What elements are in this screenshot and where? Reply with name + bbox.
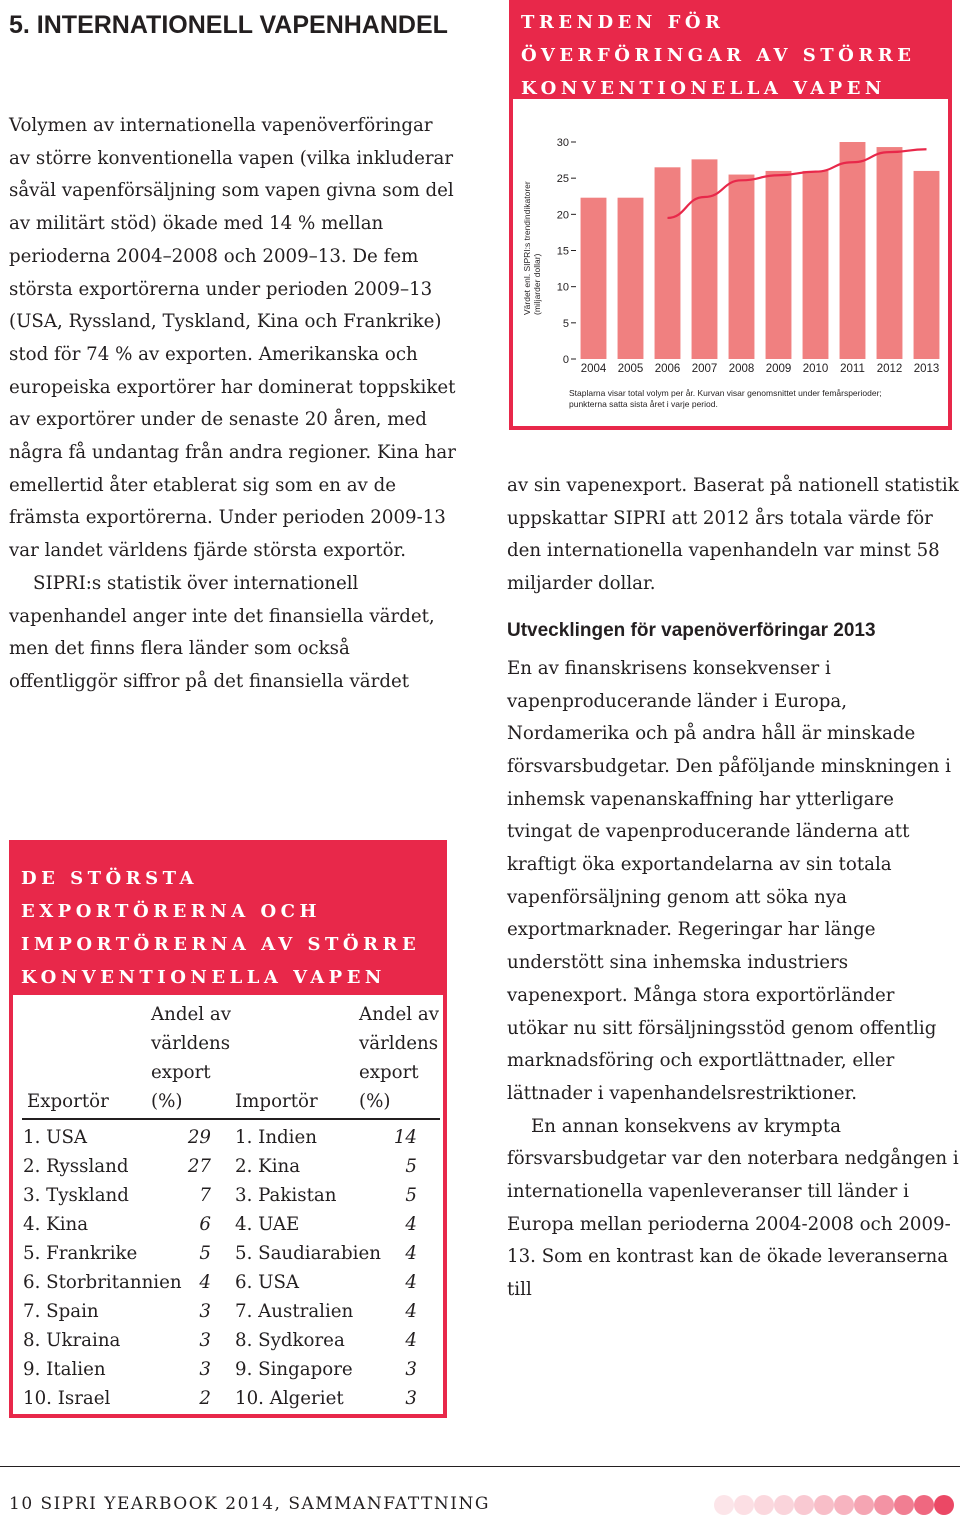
x-tick-label: 2005 (617, 363, 644, 375)
table-title: DE STÖRSTA EXPORTÖRERNA OCH IMPORTÖRERNA AV STÖRRE KONVENTIONELLA VAPEN 2009–13 (13, 840, 443, 995)
paragraph: En av finanskrisens konsekvenser i vapenproducerande länder i Europa, Nordamerika och på andra håll är minskade försvarsbudgetar. Den påföljande minskningen i inhemsk vapenanskaffning har ytterligare tvingat de vapenproducerande länderna att kraftigt öka exportandelarna av sin totala vapenförsäljning genom att söka nya exportmarknader. Regeringar har länge understött sina inhemska industriers vapenexport. Många stora exportörländer utökar nu sitt försäljningsstöd genom offentlig marknadsföring och exportlättnader, eller lättnader i vapenhandelsrestriktioner. (507, 657, 951, 1104)
importer-name: 10. Algeriet (235, 1388, 344, 1409)
exporter-share: 5 (199, 1243, 211, 1264)
col-exporter: Exportör (27, 1091, 109, 1112)
importer-name: 6. USA (235, 1272, 300, 1293)
exporter-share: 7 (199, 1185, 211, 1206)
x-tick-label: 2011 (840, 363, 865, 375)
importer-name: 2. Kina (235, 1156, 301, 1177)
table-row (23, 1297, 441, 1326)
importer-name: 4. UAE (235, 1214, 300, 1235)
table-row (23, 1181, 441, 1210)
trend-chart-box (509, 0, 952, 430)
col-share2-line2: världens (359, 1033, 439, 1054)
x-tick-label: 2012 (876, 363, 903, 375)
right-column-text (507, 470, 959, 1307)
subheading: Utvecklingen för vapenöverföringar 2013 (507, 619, 876, 641)
importer-share: 14 (393, 1127, 417, 1148)
y-tick-label: 30 (556, 137, 569, 149)
importer-share: 4 (405, 1214, 417, 1235)
col-share1-line4: (%) (151, 1091, 183, 1112)
exporter-name: 3. Tyskland (23, 1185, 129, 1206)
exporter-share: 3 (199, 1359, 211, 1380)
bar (655, 167, 681, 359)
bar (581, 198, 607, 359)
section-title: 5. INTERNATIONELL VAPENHANDEL (9, 11, 448, 39)
y-tick-label: 15 (556, 245, 569, 258)
bar (914, 171, 940, 359)
x-tick-label: 2006 (654, 363, 681, 375)
exporter-name: 8. Ukraina (23, 1330, 121, 1351)
chart-title: TRENDEN FÖR ÖVERFÖRINGAR AV STÖRRE KONVENTIONELLA VAPEN 2004–13 (513, 0, 948, 99)
exporter-share: 2 (199, 1388, 211, 1409)
importer-share: 4 (405, 1272, 417, 1293)
col-share2-line4: (%) (359, 1091, 391, 1112)
importer-name: 3. Pakistan (235, 1185, 337, 1206)
exporter-name: 7. Spain (23, 1301, 99, 1322)
importer-name: 7. Australien (235, 1301, 354, 1322)
bar (877, 147, 903, 359)
exporter-share: 27 (187, 1156, 211, 1177)
table-row (23, 1268, 441, 1297)
exporter-name: 9. Italien (23, 1359, 106, 1380)
paragraph: Volymen av internationella vapenöverföringar av större konventionella vapen (vilka inkluderar såväl vapenförsäljning som vapen givna som del av militärt stöd) ökade med 14 % mellan perioderna 2004–2008 och 2009–13. De fem största exportörerna under perioden 2009–13 (USA, Ryssland, Tyskland, Kina och Frankrike) stod för 74 % av exporten. Amerikanska och europeiska exportörer har dominerat toppskiket av exportörer under de senaste 20 åren, med några få undantag från andra regioner. Kina har emellertid åter etablerat sig som en av de främsta exportörerna. Under perioden 2009-13 var landet världens fjärde största exportör. (9, 115, 456, 562)
table-row (23, 1355, 441, 1384)
exporter-name: 6. Storbritannien (23, 1272, 182, 1293)
decoration-dot (754, 1495, 774, 1515)
y-axis-label-line: (miljarder dollar) (532, 253, 542, 315)
exporter-share: 29 (187, 1127, 211, 1148)
table-row (23, 1239, 441, 1268)
col-share2-line3: export (359, 1062, 419, 1083)
decoration-dot (854, 1495, 874, 1515)
decoration-dot (874, 1495, 894, 1515)
x-tick-label: 2010 (802, 363, 829, 375)
x-tick-label: 2009 (765, 363, 792, 375)
x-tick-label: 2004 (580, 363, 607, 375)
table-row (23, 1384, 441, 1413)
importer-share: 5 (405, 1156, 417, 1177)
col-share1-line3: export (151, 1062, 211, 1083)
decoration-dot (834, 1495, 854, 1515)
bar (618, 198, 644, 359)
bars (581, 142, 940, 359)
y-tick-label: 0 (562, 354, 569, 366)
col-share1-line2: världens (151, 1033, 231, 1054)
table-row (23, 1152, 441, 1181)
exporter-share: 6 (199, 1214, 211, 1235)
importer-share: 3 (405, 1359, 417, 1380)
y-tick-label: 10 (556, 281, 569, 294)
footer-decoration (712, 1490, 960, 1520)
table-divider (22, 1118, 440, 1120)
paragraph: En annan konsekvens av krympta försvarsbudgetar var den noterbara nedgången i internationella vapenleveranser till länder i Europa mellan perioderna 2004-2008 och 2009-13. Som en kontrast kan de ökade leveranserna till (507, 1115, 959, 1301)
x-ticks (581, 363, 940, 375)
paragraph: av sin vapenexport. Baserat på nationell statistik uppskattar SIPRI att 2012 års totala värde för den internationella vapenhandeln var minst 58 miljarder dollar. (507, 475, 959, 595)
y-axis-label-group (522, 181, 542, 315)
importer-share: 4 (405, 1330, 417, 1351)
chart-note: Staplarna visar total volym per år. Kurvan visar genomsnittet under femårsperioder; punkterna satta sista året i varje period. (569, 388, 882, 409)
table-row (23, 1210, 441, 1239)
importer-name: 5. Saudiarabien (235, 1243, 381, 1264)
importer-share: 4 (405, 1301, 417, 1322)
x-tick-label: 2008 (728, 363, 755, 375)
importer-share: 5 (405, 1185, 417, 1206)
y-tick-label: 20 (556, 209, 569, 222)
paragraph: SIPRI:s statistik över internationell vapenhandel anger inte det finansiella värdet, men det finns flera länder som också offentliggör siffror på det finansiella värdet (9, 572, 435, 692)
footer-divider (0, 1466, 960, 1467)
trend-chart (513, 100, 956, 390)
importer-share: 4 (405, 1243, 417, 1264)
y-tick-label: 25 (556, 173, 569, 186)
exporter-name: 10. Israel (23, 1388, 111, 1409)
table-row (23, 1326, 441, 1355)
exporter-name: 2. Ryssland (23, 1156, 129, 1177)
exporter-share: 4 (199, 1272, 211, 1293)
bar (729, 175, 755, 359)
decoration-dot (894, 1495, 914, 1515)
y-tick-label: 5 (562, 317, 569, 330)
bar (840, 142, 866, 359)
decoration-dot (934, 1495, 954, 1515)
bar (803, 171, 829, 359)
importer-name: 8. Sydkorea (235, 1330, 345, 1351)
importer-name: 9. Singapore (235, 1359, 353, 1380)
col-importer: Importör (235, 1091, 318, 1112)
y-ticks (557, 137, 576, 366)
col-share1-line1: Andel av (151, 1004, 231, 1025)
exporter-name: 1. USA (23, 1127, 88, 1148)
bar (692, 159, 718, 359)
exporter-share: 3 (199, 1301, 211, 1322)
x-tick-label: 2007 (691, 363, 718, 375)
footer-text: 10 SIPRI YEARBOOK 2014, SAMMANFATTNING (9, 1494, 490, 1514)
decoration-dot (814, 1495, 834, 1515)
y-axis-label-line: Värdet enl. SIPRI:s trendindikatorer (522, 181, 532, 315)
decoration-dot (714, 1495, 734, 1515)
exporters-importers-table-box (9, 840, 447, 1418)
col-share2-line1: Andel av (359, 1004, 439, 1025)
decoration-dot (914, 1495, 934, 1515)
decoration-dot (774, 1495, 794, 1515)
decoration-dot (734, 1495, 754, 1515)
left-column-text (9, 110, 459, 699)
exporter-name: 5. Frankrike (23, 1243, 138, 1264)
exporter-share: 3 (199, 1330, 211, 1351)
exporter-name: 4. Kina (23, 1214, 89, 1235)
x-tick-label: 2013 (913, 363, 940, 375)
decoration-dot (794, 1495, 814, 1515)
y-axis-label (522, 181, 542, 315)
bar (766, 171, 792, 359)
importer-name: 1. Indien (235, 1127, 317, 1148)
table-row (23, 1123, 441, 1152)
importer-share: 3 (405, 1388, 417, 1409)
